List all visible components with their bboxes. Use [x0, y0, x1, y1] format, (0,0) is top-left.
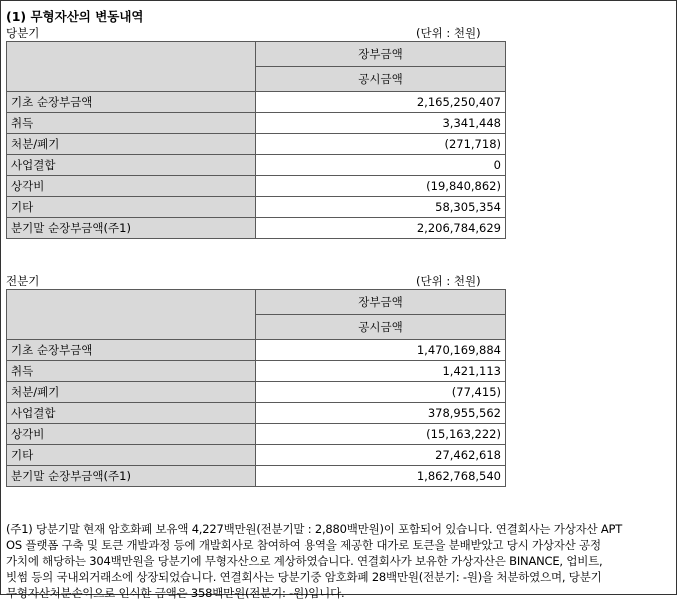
table-row	[7, 466, 506, 487]
table-row	[7, 382, 506, 403]
row-value: 58,305,354	[256, 197, 506, 218]
row-value: (15,163,222)	[256, 424, 506, 445]
previous-period-label: 전분기	[6, 274, 40, 288]
row-label: 기타	[7, 197, 256, 218]
section-heading: (1) 무형자산의 변동내역	[6, 9, 144, 24]
row-label: 사업결합	[7, 403, 256, 424]
row-label: 기초 순장부금액	[7, 92, 256, 113]
table-row	[7, 92, 506, 113]
row-label: 기초 순장부금액	[7, 340, 256, 361]
row-label: 사업결합	[7, 155, 256, 176]
header-disclosed-amount: 공시금액	[256, 67, 506, 92]
row-label: 처분/폐기	[7, 134, 256, 155]
previous-period-table	[6, 289, 506, 487]
row-label: 기타	[7, 445, 256, 466]
table-row	[7, 403, 506, 424]
footnote-line: 빗썸 등의 국내외거래소에 상장되었습니다. 연결회사는 당분기중 암호화폐 28백만원(전분기: -원)을 처분하였으며, 당분기	[6, 570, 602, 584]
row-value: 3,341,448	[256, 113, 506, 134]
table-row	[7, 424, 506, 445]
current-unit-label: (단위 : 천원)	[416, 26, 481, 40]
row-value: 0	[256, 155, 506, 176]
table-row	[7, 113, 506, 134]
row-value: (19,840,862)	[256, 176, 506, 197]
table-row	[7, 134, 506, 155]
previous-unit-label: (단위 : 천원)	[416, 274, 481, 288]
row-value: (77,415)	[256, 382, 506, 403]
table-row	[7, 218, 506, 239]
row-label: 상각비	[7, 424, 256, 445]
row-label: 취득	[7, 361, 256, 382]
table-row	[7, 445, 506, 466]
footnote	[6, 521, 671, 601]
row-label: 처분/폐기	[7, 382, 256, 403]
header-book-amount: 장부금액	[256, 42, 506, 67]
row-value: 1,421,113	[256, 361, 506, 382]
current-period-label: 당분기	[6, 26, 40, 40]
table-row	[7, 340, 506, 361]
row-label: 분기말 순장부금액(주1)	[7, 466, 256, 487]
row-label: 분기말 순장부금액(주1)	[7, 218, 256, 239]
table-header-row	[7, 290, 506, 315]
row-label: 취득	[7, 113, 256, 134]
row-value: 27,462,618	[256, 445, 506, 466]
header-disclosed-amount: 공시금액	[256, 315, 506, 340]
row-value: 2,206,784,629	[256, 218, 506, 239]
row-value: 2,165,250,407	[256, 92, 506, 113]
footnote-line: (주1) 당분기말 현재 암호화폐 보유액 4,227백만원(전분기말 : 2,880백만원)이 포함되어 있습니다. 연결회사는 가상자산 APT	[6, 522, 623, 536]
header-empty-cell	[7, 42, 256, 92]
footnote-line: 무형자산처분손익으로 인식한 금액은 358백만원(전분기: -원)입니다.	[6, 586, 345, 600]
table-row	[7, 155, 506, 176]
table-row	[7, 361, 506, 382]
current-period-table	[6, 41, 506, 239]
footnote-line: 가치에 해당하는 304백만원을 당분기에 무형자산으로 계상하였습니다. 연결회사가 보유한 가상자산은 BINANCE, 업비트,	[6, 554, 603, 568]
table-row	[7, 176, 506, 197]
table-row	[7, 197, 506, 218]
header-book-amount: 장부금액	[256, 290, 506, 315]
table-header-row	[7, 42, 506, 67]
footnote-line: OS 플랫폼 구축 및 토큰 개발과정 등에 개발회사로 참여하여 용역을 제공한 대가로 토큰을 분배받았고 당시 가상자산 공정	[6, 538, 601, 552]
row-value: 1,862,768,540	[256, 466, 506, 487]
row-value: (271,718)	[256, 134, 506, 155]
row-label: 상각비	[7, 176, 256, 197]
header-empty-cell	[7, 290, 256, 340]
row-value: 1,470,169,884	[256, 340, 506, 361]
row-value: 378,955,562	[256, 403, 506, 424]
